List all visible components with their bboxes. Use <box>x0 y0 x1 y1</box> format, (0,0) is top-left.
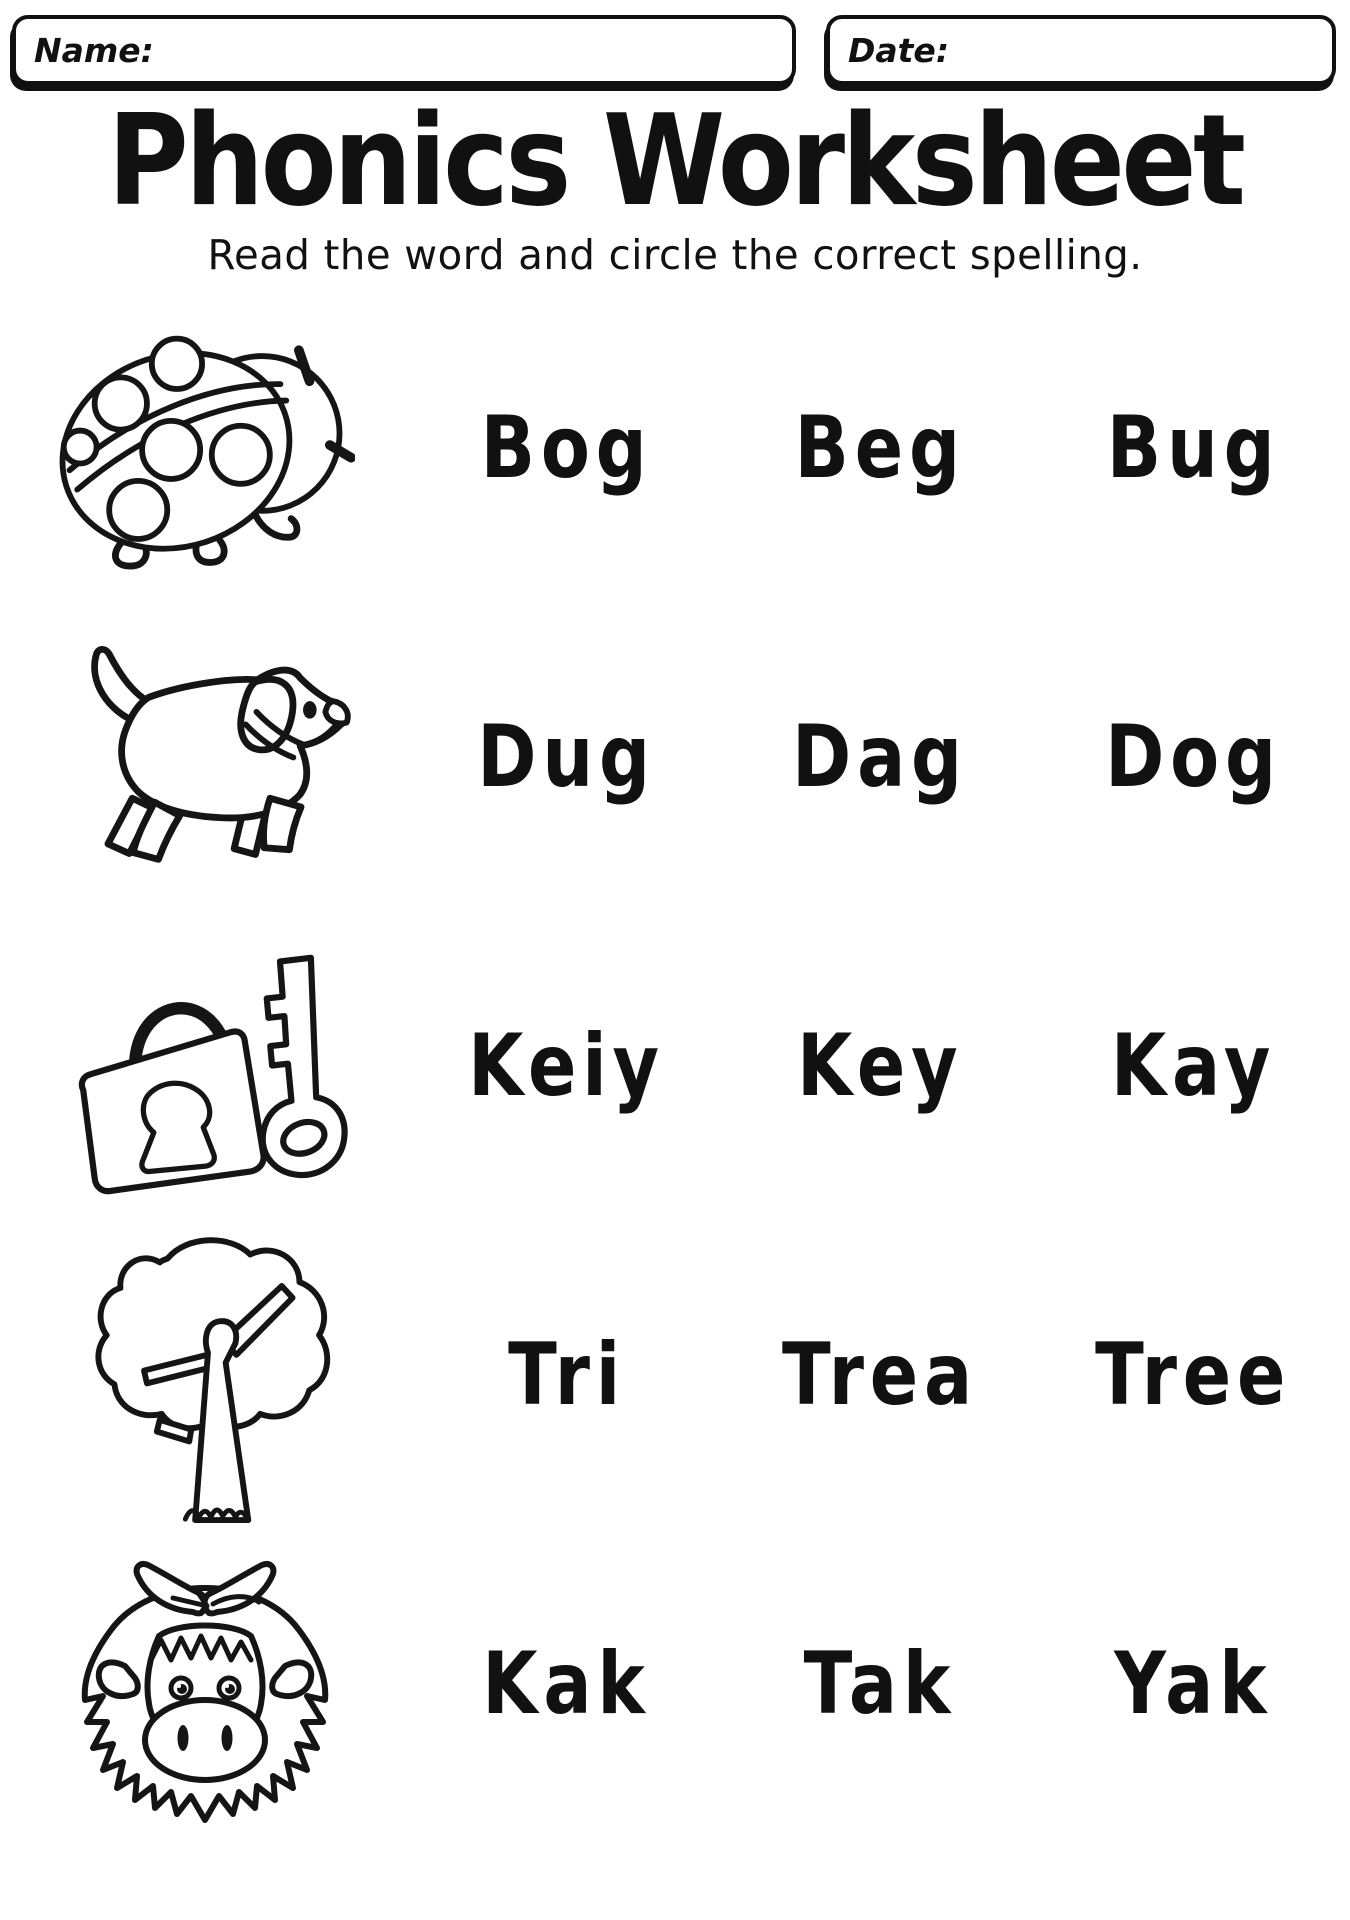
option-word[interactable]: Beg <box>794 397 966 498</box>
question-row-dog <box>0 602 1350 911</box>
question-row-tree <box>0 1220 1350 1529</box>
lock-and-key-icon <box>0 923 410 1208</box>
option-word[interactable]: Kak <box>482 1633 651 1734</box>
header-bar <box>0 0 1350 85</box>
yak-icon <box>0 1536 410 1832</box>
option-word[interactable]: Keiy <box>468 1015 666 1116</box>
option-word[interactable]: Tri <box>507 1324 626 1425</box>
name-input-box[interactable] <box>12 15 796 85</box>
option-word[interactable]: Bug <box>1106 397 1281 498</box>
page-title: Phonics Worksheet <box>107 87 1243 234</box>
option-word[interactable]: Dog <box>1104 706 1282 807</box>
option-word[interactable]: Trea <box>782 1324 978 1425</box>
tree-icon <box>0 1225 410 1525</box>
date-input-box[interactable] <box>826 15 1336 85</box>
question-row-yak <box>0 1529 1350 1838</box>
dog-icon <box>0 634 410 879</box>
date-label: Date: <box>848 30 950 70</box>
page-instructions: Read the word and circle the correct spelling. <box>207 231 1143 280</box>
option-word[interactable]: Bog <box>480 397 653 498</box>
option-word[interactable]: Tree <box>1095 1324 1292 1425</box>
question-row-bug <box>0 293 1350 602</box>
question-row-key <box>0 911 1350 1220</box>
name-label: Name: <box>34 30 154 70</box>
ladybug-icon <box>0 317 410 579</box>
option-word[interactable]: Key <box>796 1015 964 1116</box>
option-word[interactable]: Tak <box>803 1633 957 1734</box>
option-word[interactable]: Kay <box>1110 1015 1276 1116</box>
option-word[interactable]: Dag <box>792 706 968 807</box>
option-word[interactable]: Dug <box>477 706 656 807</box>
worksheet-rows <box>0 293 1350 1838</box>
option-word[interactable]: Yak <box>1114 1633 1273 1734</box>
